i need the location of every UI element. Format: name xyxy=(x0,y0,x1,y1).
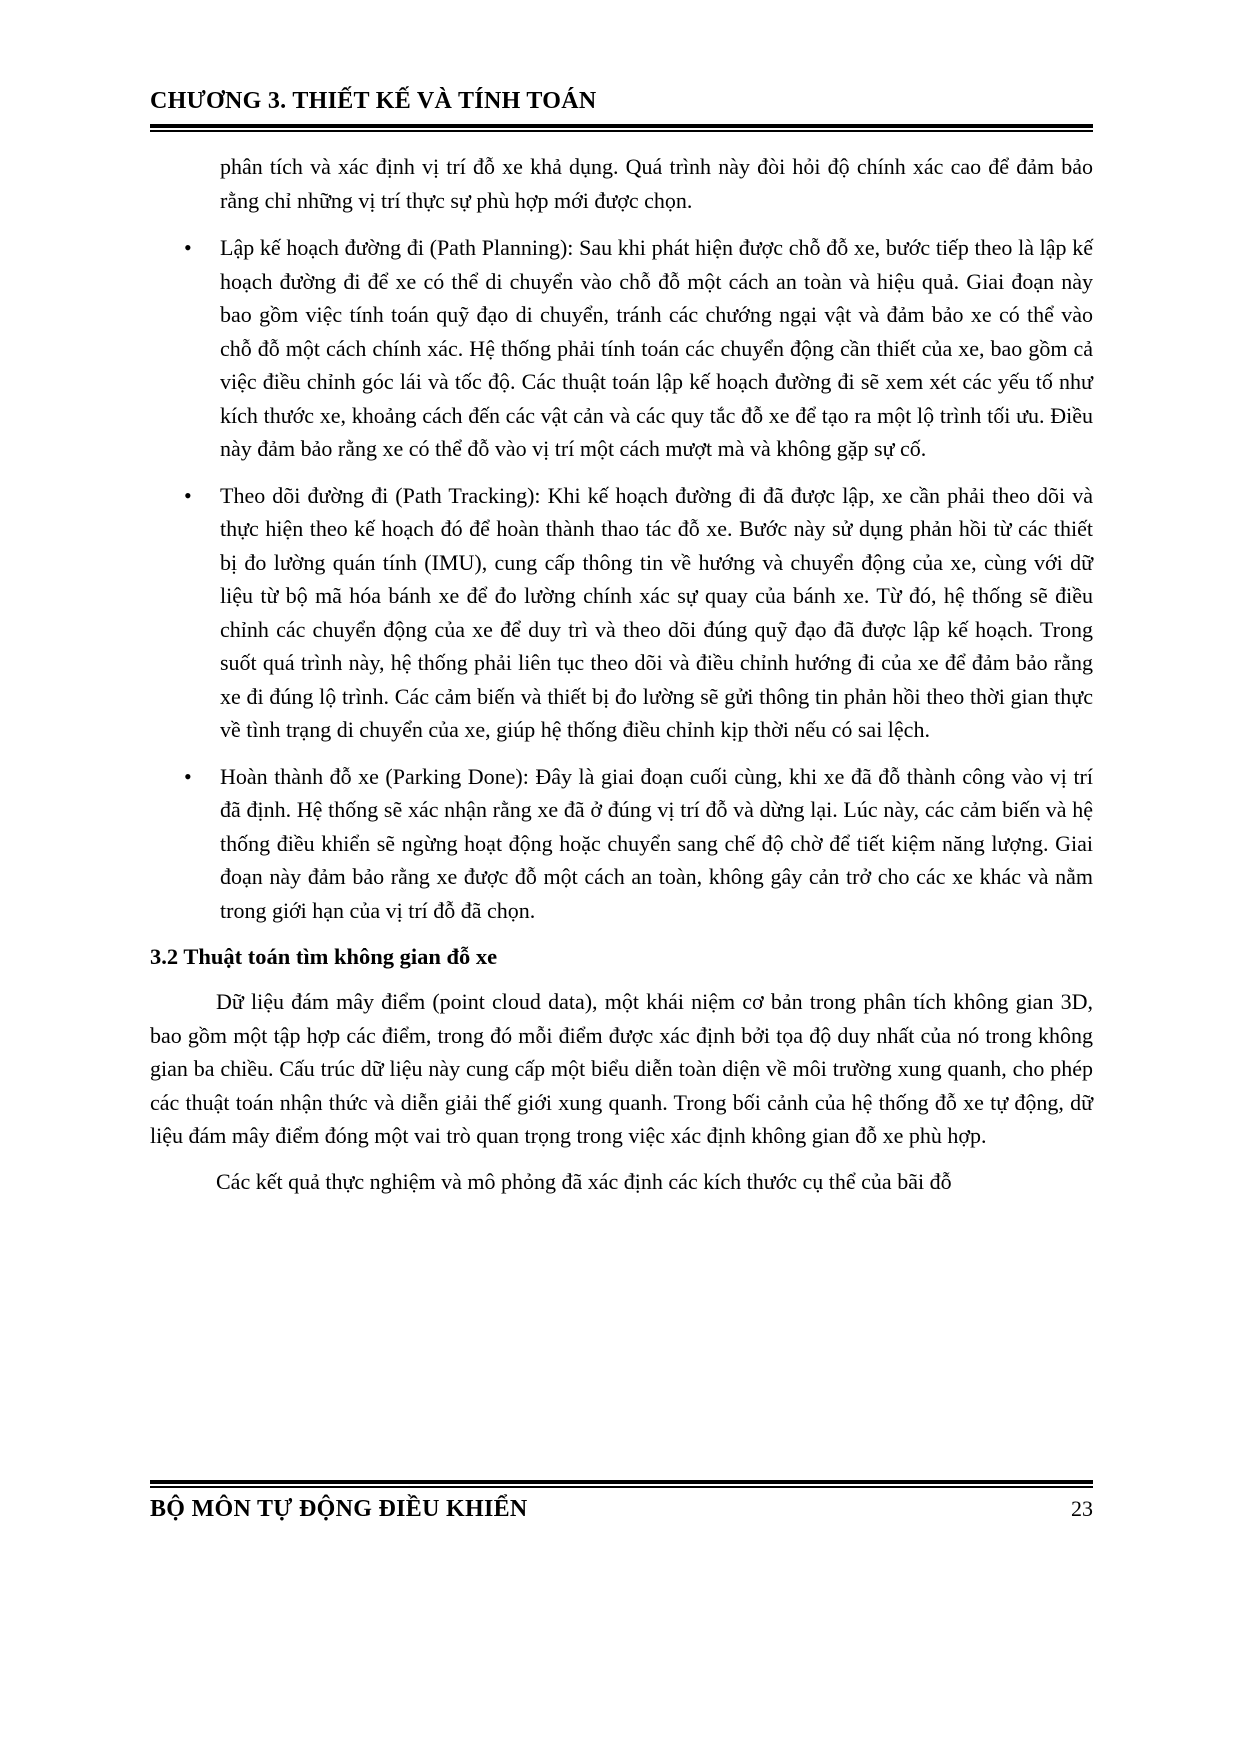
bullet-item xyxy=(150,231,1093,466)
page-footer xyxy=(150,1472,1093,1523)
bullet-text: Theo dõi đường đi (Path Tracking): Khi kế hoạch đường đi đã được lập, xe cần phải theo dõi và thực hiện theo kế hoạch đó để hoàn thành thao tác đỗ xe. Bước này sử dụng phản hồi từ các thiết bị đo lường quán tính (IMU), cung cấp thông tin về hướng và chuyển động của xe, cùng với dữ liệu từ bộ mã hóa bánh xe để đo lường chính xác sự quay của bánh xe. Từ đó, hệ thống sẽ điều chỉnh các chuyển động của xe để duy trì và theo dõi đúng quỹ đạo đã được lập kế hoạch. Trong suốt quá trình này, hệ thống phải liên tục theo dõi và điều chỉnh hướng đi của xe để đảm bảo rằng xe đi đúng lộ trình. Các cảm biến và thiết bị đo lường sẽ gửi thông tin phản hồi theo thời gian thực về tình trạng di chuyển của xe, giúp hệ thống điều chỉnh kịp thời nếu có sai lệch. xyxy=(220,482,1093,742)
footer-department: BỘ MÔN TỰ ĐỘNG ĐIỀU KHIỂN xyxy=(150,1496,528,1522)
page-number: 23 xyxy=(1071,1496,1093,1521)
bullet-icon: • xyxy=(184,235,192,260)
footer-rule-thin xyxy=(150,1486,1093,1488)
bullet-list xyxy=(150,231,1093,927)
bullet-item xyxy=(150,760,1093,928)
header-rule-thick xyxy=(150,124,1093,128)
bullet-item xyxy=(150,479,1093,747)
bullet-text: Lập kế hoạch đường đi (Path Planning): Sau khi phát hiện được chỗ đỗ xe, bước tiếp theo là lập kế hoạch đường đi để xe có thể di chuyển vào chỗ đỗ một cách an toàn và hiệu quả. Giai đoạn này bao gồm việc tính toán quỹ đạo di chuyển, tránh các chướng ngại vật và đảm bảo xe có thể vào chỗ đỗ một cách chính xác. Hệ thống phải tính toán các chuyển động cần thiết của xe, bao gồm cả việc điều chỉnh góc lái và tốc độ. Các thuật toán lập kế hoạch đường đi sẽ xem xét các yếu tố như kích thước xe, khoảng cách đến các vật cản và các quy tắc đỗ xe để tạo ra một lộ trình tối ưu. Điều này đảm bảo rằng xe có thể đỗ vào vị trí một cách mượt mà và không gặp sự cố. xyxy=(220,235,1093,461)
page-content xyxy=(150,86,1093,1210)
section-heading: 3.2 Thuật toán tìm không gian đỗ xe xyxy=(150,944,498,969)
section-paragraph: Các kết quả thực nghiệm và mô phỏng đã xác định các kích thước cụ thể của bãi đỗ xyxy=(216,1168,952,1194)
chapter-header xyxy=(150,86,1093,132)
bullet-icon: • xyxy=(184,763,192,789)
chapter-title: CHƯƠNG 3. THIẾT KẾ VÀ TÍNH TOÁN xyxy=(150,88,597,114)
bullet-icon: • xyxy=(184,482,192,508)
footer-row xyxy=(150,1496,1093,1523)
header-rule-thin xyxy=(150,130,1093,132)
bullet-text: Hoàn thành đỗ xe (Parking Done): Đây là giai đoạn cuối cùng, khi xe đã đỗ thành công vào vị trí đã định. Hệ thống sẽ xác nhận rằng xe đã ở đúng vị trí đỗ và dừng lại. Lúc này, các cảm biến và hệ thống điều khiển sẽ ngừng hoạt động hoặc chuyển sang chế độ chờ để tiết kiệm năng lượng. Giai đoạn này đảm bảo rằng xe được đỗ một cách an toàn, không gây cản trở cho các xe khác và nằm trong giới hạn của vị trí đỗ đã chọn. xyxy=(220,763,1093,923)
section-paragraph: Dữ liệu đám mây điểm (point cloud data), một khái niệm cơ bản trong phân tích không gian 3D, bao gồm một tập hợp các điểm, trong đó mỗi điểm được xác định bởi tọa độ duy nhất của nó trong không gian ba chiều. Cấu trúc dữ liệu này cung cấp một biểu diễn toàn diện về môi trường xung quanh, cho phép các thuật toán nhận thức và diễn giải thế giới xung quanh. Trong bối cảnh của hệ thống đỗ xe tự động, dữ liệu đám mây điểm đóng một vai trò quan trọng trong việc xác định không gian đỗ xe phù hợp. xyxy=(150,989,1093,1148)
footer-rule-thick xyxy=(150,1480,1093,1484)
continuation-paragraph: phân tích và xác định vị trí đỗ xe khả dụng. Quá trình này đòi hỏi độ chính xác cao để đảm bảo rằng chỉ những vị trí thực sự phù hợp mới được chọn. xyxy=(220,154,1093,213)
